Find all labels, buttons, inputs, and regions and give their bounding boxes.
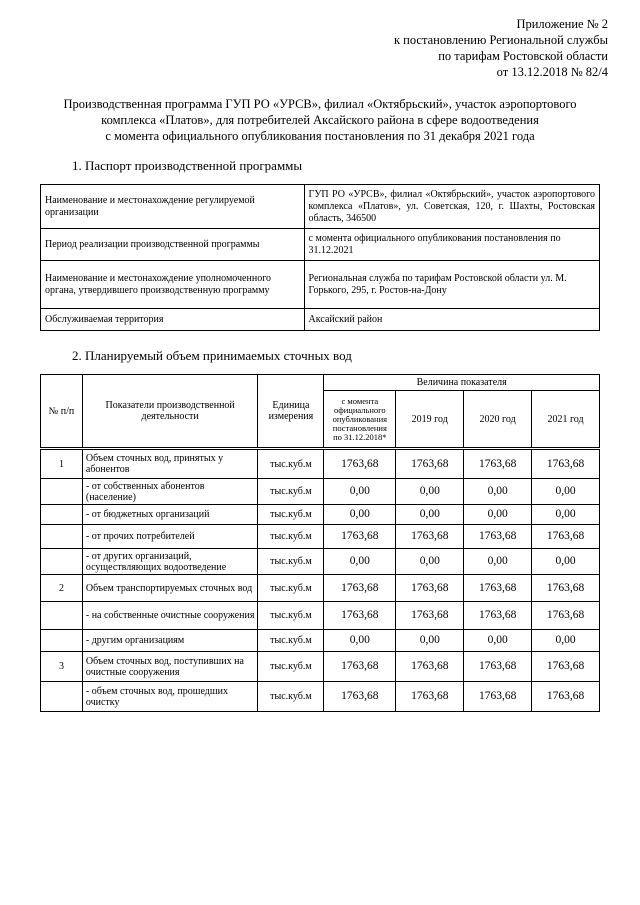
appendix-line: к постановлению Региональной службы xyxy=(393,33,608,47)
row-unit: тыс.куб.м xyxy=(258,682,324,712)
header-num: № п/п xyxy=(41,375,83,449)
row-value: 1763,68 xyxy=(464,449,532,479)
row-unit: тыс.куб.м xyxy=(258,525,324,549)
row-num xyxy=(41,682,83,712)
row-value: 1763,68 xyxy=(464,602,532,630)
row-unit: тыс.куб.м xyxy=(258,630,324,652)
passport-row xyxy=(41,229,600,261)
row-unit: тыс.куб.м xyxy=(258,575,324,602)
row-unit: тыс.куб.м xyxy=(258,479,324,505)
header-value-group: Величина показателя xyxy=(324,375,600,391)
row-value: 1763,68 xyxy=(532,652,600,682)
row-name: - от других организаций, осуществляющих водоотведение xyxy=(82,549,258,575)
passport-row xyxy=(41,261,600,309)
table-row xyxy=(41,479,600,505)
section1-heading: 1. Паспорт производственной программы xyxy=(72,158,303,173)
table-row xyxy=(41,549,600,575)
passport-label: Период реализации производственной программы xyxy=(41,229,305,261)
row-value: 1763,68 xyxy=(464,575,532,602)
row-value: 0,00 xyxy=(532,549,600,575)
row-num xyxy=(41,602,83,630)
passport-value: ГУП РО «УРСВ», филиал «Октябрьский», участок аэропортового комплекса «Платов», ул. Советская, 120, г. Шахты, Ростовская область, 346500 xyxy=(304,185,599,229)
row-unit: тыс.куб.м xyxy=(258,549,324,575)
passport-label: Наименование и местонахождение регулируемой организации xyxy=(41,185,305,229)
row-name: Объем сточных вод, поступивших на очистные сооружения xyxy=(82,652,258,682)
row-name: - другим организациям xyxy=(82,630,258,652)
row-value: 1763,68 xyxy=(324,449,396,479)
row-num xyxy=(41,630,83,652)
row-value: 0,00 xyxy=(532,505,600,525)
table-row xyxy=(41,630,600,652)
passport-label: Обслуживаемая территория xyxy=(41,309,305,331)
row-num: 2 xyxy=(41,575,83,602)
row-value: 1763,68 xyxy=(532,575,600,602)
row-name: - от бюджетных организаций xyxy=(82,505,258,525)
row-value: 0,00 xyxy=(464,505,532,525)
table-row xyxy=(41,505,600,525)
row-name: - на собственные очистные сооружения xyxy=(82,602,258,630)
row-value: 1763,68 xyxy=(324,602,396,630)
row-value: 1763,68 xyxy=(324,682,396,712)
passport-row xyxy=(41,309,600,331)
table-row xyxy=(41,652,600,682)
row-value: 0,00 xyxy=(324,479,396,505)
header-col-2020: 2020 год xyxy=(464,391,532,449)
passport-value: Региональная служба по тарифам Ростовской области ул. М. Горького, 295, г. Ростов-на-Дону xyxy=(304,261,599,309)
row-value: 1763,68 xyxy=(396,525,464,549)
row-value: 1763,68 xyxy=(324,575,396,602)
row-value: 0,00 xyxy=(396,479,464,505)
row-value: 1763,68 xyxy=(532,449,600,479)
row-value: 0,00 xyxy=(324,505,396,525)
header-col-2019: 2019 год xyxy=(396,391,464,449)
row-value: 0,00 xyxy=(324,630,396,652)
document-title xyxy=(30,96,610,144)
passport-label: Наименование и местонахождение уполномоченного органа, утвердившего производственную программу xyxy=(41,261,305,309)
row-unit: тыс.куб.м xyxy=(258,449,324,479)
row-value: 1763,68 xyxy=(464,682,532,712)
row-unit: тыс.куб.м xyxy=(258,505,324,525)
row-value: 0,00 xyxy=(464,630,532,652)
row-name: Объем сточных вод, принятых у абонентов xyxy=(82,449,258,479)
row-value: 0,00 xyxy=(324,549,396,575)
row-value: 1763,68 xyxy=(396,575,464,602)
row-value: 1763,68 xyxy=(324,525,396,549)
row-value: 0,00 xyxy=(396,549,464,575)
row-value: 0,00 xyxy=(396,505,464,525)
row-value: 1763,68 xyxy=(532,602,600,630)
row-unit: тыс.куб.м xyxy=(258,602,324,630)
row-value: 1763,68 xyxy=(324,652,396,682)
row-num: 1 xyxy=(41,449,83,479)
row-value: 0,00 xyxy=(396,630,464,652)
row-value: 1763,68 xyxy=(464,652,532,682)
passport-value: с момента официального опубликования постановления по 31.12.2021 xyxy=(304,229,599,261)
header-col-period: с момента официального опубликования постановления по 31.12.2018* xyxy=(324,391,396,449)
row-unit: тыс.куб.м xyxy=(258,652,324,682)
row-num xyxy=(41,549,83,575)
passport-row xyxy=(41,185,600,229)
row-name: - от собственных абонентов (население) xyxy=(82,479,258,505)
header-indicator: Показатели производственной деятельности xyxy=(82,375,258,449)
table-row xyxy=(41,575,600,602)
table-row xyxy=(41,602,600,630)
row-num xyxy=(41,479,83,505)
row-value: 0,00 xyxy=(532,630,600,652)
row-num xyxy=(41,525,83,549)
header-unit: Единица измерения xyxy=(258,375,324,449)
volume-table xyxy=(40,374,600,712)
row-value: 0,00 xyxy=(464,549,532,575)
table-row xyxy=(41,682,600,712)
row-value: 0,00 xyxy=(532,479,600,505)
appendix-line: по тарифам Ростовской области xyxy=(438,49,608,63)
appendix-line: Приложение № 2 xyxy=(516,17,608,31)
header-col-2021: 2021 год xyxy=(532,391,600,449)
row-name: - от прочих потребителей xyxy=(82,525,258,549)
row-value: 1763,68 xyxy=(396,682,464,712)
row-value: 1763,68 xyxy=(532,682,600,712)
title-line: комплекса «Платов», для потребителей Аксайского района в сфере водоотведения xyxy=(101,113,539,127)
row-value: 0,00 xyxy=(464,479,532,505)
row-value: 1763,68 xyxy=(396,602,464,630)
row-value: 1763,68 xyxy=(464,525,532,549)
section2-heading: 2. Планируемый объем принимаемых сточных вод xyxy=(72,348,352,363)
row-num xyxy=(41,505,83,525)
passport-value: Аксайский район xyxy=(304,309,599,331)
row-value: 1763,68 xyxy=(396,652,464,682)
row-num: 3 xyxy=(41,652,83,682)
row-name: Объем транспортируемых сточных вод xyxy=(82,575,258,602)
title-line: с момента официального опубликования постановления по 31 декабря 2021 года xyxy=(105,129,535,143)
row-name: - объем сточных вод, прошедших очистку xyxy=(82,682,258,712)
row-value: 1763,68 xyxy=(396,449,464,479)
row-value: 1763,68 xyxy=(532,525,600,549)
header-row xyxy=(41,375,600,391)
table-row xyxy=(41,525,600,549)
appendix-block xyxy=(308,16,608,80)
title-line: Производственная программа ГУП РО «УРСВ», филиал «Октябрьский», участок аэропортового xyxy=(63,97,577,111)
passport-table xyxy=(40,184,600,331)
table-row xyxy=(41,449,600,479)
appendix-line: от 13.12.2018 № 82/4 xyxy=(496,65,608,79)
